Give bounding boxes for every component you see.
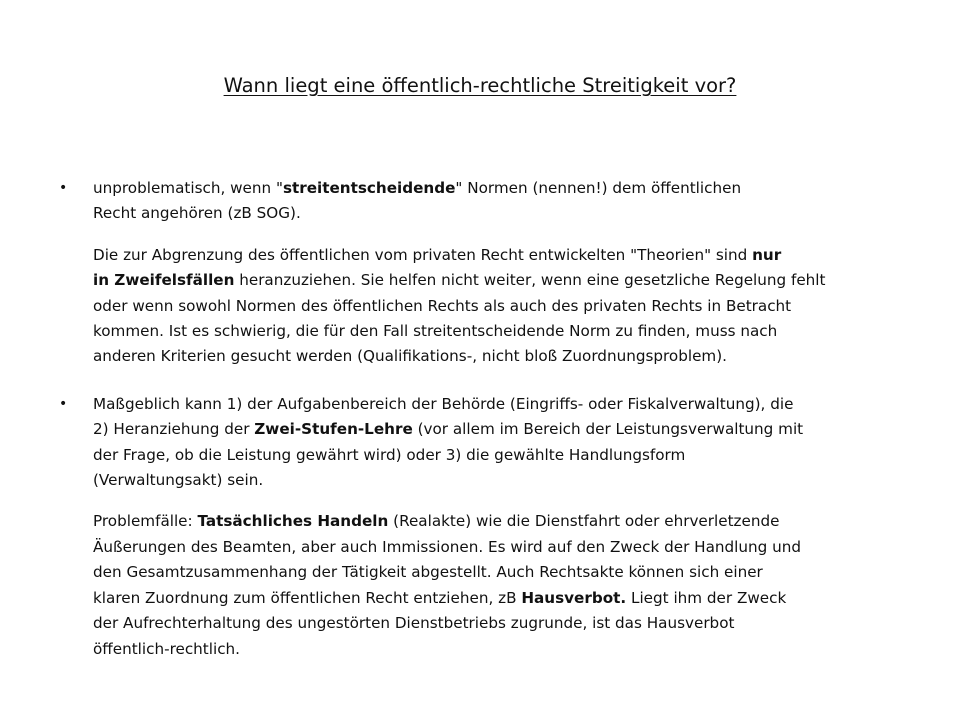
bullet-dot-icon: • [59, 180, 68, 196]
paragraph-1: unproblematisch, wenn "streitentscheidende" Normen (nennen!) dem öffentlichen Recht angehören (zB SOG). [93, 179, 742, 223]
paragraph-3: Maßgeblich kann 1) der Aufgabenbereich der Behörde (Eingriffs- oder Fiskalverwaltung), die 2) Heranziehung der Zwei-Stufen-Lehre (vor allem im Bereich der Leistungsverwaltung mit der Frage, ob die Leistung gewährt wird) oder 3) die gewählte Handlungsform (Verwaltungsakt) sein. [93, 394, 804, 490]
bullet-item-1 [59, 176, 913, 227]
bullet-dot-icon: • [59, 395, 68, 412]
bold-term: in Zweifelsfällen [93, 271, 235, 290]
bold-term: Hausverbot. [521, 588, 627, 607]
bold-term: nur [752, 245, 782, 264]
bold-term: Zwei-Stufen-Lehre [254, 420, 413, 439]
bullet-item-2 [59, 392, 913, 494]
slide-body [59, 176, 913, 662]
paragraph-2: Die zur Abgrenzung des öffentlichen vom privaten Recht entwickelten "Theorien" sind nur in Zweifelsfällen heranzuziehen. Sie helfen nicht weiter, wenn eine gesetzliche Regelung fehlt oder wenn sowohl Normen des öffentlichen Rechts als auch des privaten Rechts in Betracht kommen. Ist es schwierig, die für den Fall streitentscheidende Norm zu finden, muss nach anderen Kriterien gesucht werden (Qualifikations-, nicht bloß Zuordnungsproblem). [93, 245, 826, 366]
slide-title: Wann liegt eine öffentlich-rechtliche Streitigkeit vor? [223, 74, 737, 97]
bold-term: Tatsächliches Handeln [197, 512, 389, 531]
bold-term: streitentscheidende [282, 179, 456, 197]
paragraph-4: Problemfälle: Tatsächliches Handeln (Realakte) wie die Dienstfahrt oder ehrverletzende Äußerungen des Beamten, aber auch Immissionen. Es wird auf den Zweck der Handlung und den Gesamtzusammenhang der Tätigkeit abgestellt. Auch Rechtsakte können sich einer klaren Zuordnung zum öffentlichen Recht entziehen, zB Hausverbot. Liegt ihm der Zweck der Aufrechterhaltung des ungestörten Dienstbetriebs zugrunde, ist das Hausverbot öffentlich-rechtlich. [93, 512, 801, 658]
